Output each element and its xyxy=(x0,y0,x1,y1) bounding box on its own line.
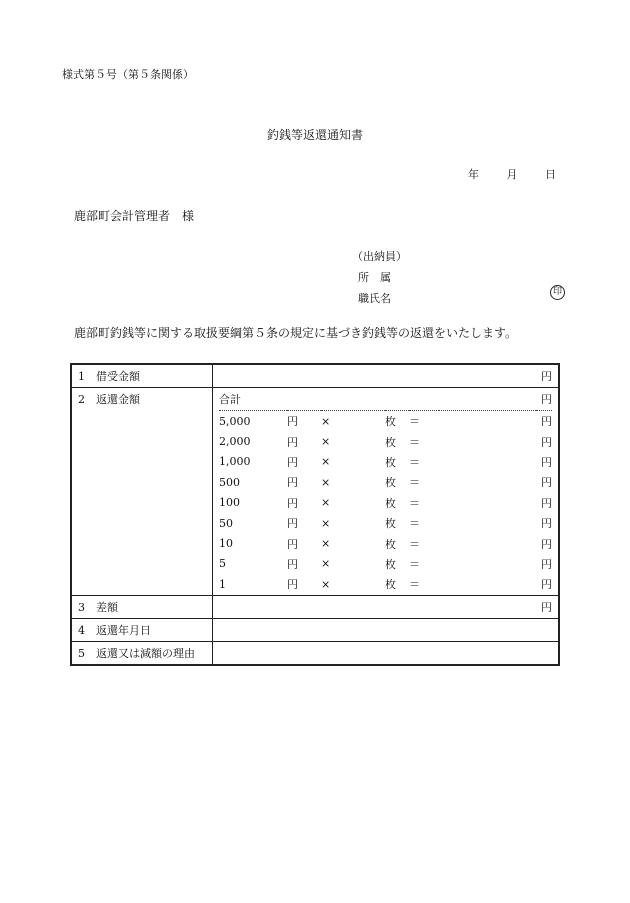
equals-sign: ＝ xyxy=(409,517,420,531)
subtotal-blank[interactable] xyxy=(439,431,536,451)
sender-block xyxy=(352,246,407,309)
times-sign: × xyxy=(321,455,331,469)
table-row xyxy=(71,364,559,388)
row-label: 2 返還金額 xyxy=(71,388,213,596)
table-row xyxy=(71,388,559,596)
date-line xyxy=(444,166,556,182)
row-label: 3 差額 xyxy=(71,595,213,618)
yen-unit: 円 xyxy=(287,517,298,531)
times-sign: × xyxy=(321,577,331,591)
times-sign: × xyxy=(321,435,331,449)
equals-sign: ＝ xyxy=(409,435,420,449)
denomination-value: 10 xyxy=(219,537,233,551)
denomination-value: 100 xyxy=(219,496,240,510)
row-label: 1 借受金額 xyxy=(71,364,213,388)
denomination-row xyxy=(219,513,552,533)
addressee: 鹿部町会計管理者 様 xyxy=(74,209,195,223)
table-row xyxy=(71,595,559,618)
row-label: 4 返還年月日 xyxy=(71,618,213,641)
yen-unit: 円 xyxy=(287,537,298,551)
yen-unit: 円 xyxy=(287,578,298,592)
times-sign: × xyxy=(321,516,331,530)
count-unit[interactable]: 枚 xyxy=(385,517,396,531)
month-label: 月 xyxy=(506,168,518,181)
subtotal-blank[interactable] xyxy=(439,513,536,533)
subtotal-yen-unit: 円 xyxy=(541,415,552,429)
times-sign: × xyxy=(321,475,331,489)
reason-cell[interactable] xyxy=(213,641,560,665)
borrowed-amount-cell[interactable]: 円 xyxy=(213,364,560,388)
subtotal-yen-unit: 円 xyxy=(541,557,552,571)
denomination-breakdown xyxy=(219,388,552,595)
denomination-row xyxy=(219,411,552,432)
count-unit[interactable]: 枚 xyxy=(385,455,396,469)
subtotal-yen-unit: 円 xyxy=(541,517,552,531)
denomination-value: 5,000 xyxy=(219,414,251,428)
subtotal-blank[interactable] xyxy=(439,493,536,513)
subtotal-blank[interactable] xyxy=(439,411,536,432)
denomination-row xyxy=(219,452,552,472)
yen-unit: 円 xyxy=(287,455,298,469)
document-title: 釣銭等返還通知書 xyxy=(266,128,363,142)
equals-sign: ＝ xyxy=(409,476,420,490)
times-sign: × xyxy=(321,414,331,428)
yen-unit: 円 xyxy=(287,435,298,449)
times-sign: × xyxy=(321,537,331,551)
denomination-row xyxy=(219,533,552,553)
denomination-value: 5 xyxy=(219,557,226,571)
seal-mark: 印 xyxy=(550,285,565,300)
denomination-row xyxy=(219,472,552,492)
subtotal-yen-unit: 円 xyxy=(541,537,552,551)
equals-sign: ＝ xyxy=(409,578,420,592)
times-sign: × xyxy=(321,496,331,510)
count-unit[interactable]: 枚 xyxy=(385,435,396,449)
table-row xyxy=(71,641,559,665)
year-label: 年 xyxy=(468,168,479,181)
denomination-value: 1,000 xyxy=(219,455,251,469)
denomination-value: 2,000 xyxy=(219,435,251,449)
return-amount-cell xyxy=(213,388,560,596)
subtotal-blank[interactable] xyxy=(439,574,536,594)
yen-unit: 円 xyxy=(287,415,298,429)
denomination-value: 50 xyxy=(219,516,233,530)
yen-unit: 円 xyxy=(287,557,298,571)
row-label: 5 返還又は減額の理由 xyxy=(71,641,213,665)
sender-name-label: 職氏名 xyxy=(358,292,391,305)
day-label: 日 xyxy=(545,168,556,181)
return-form-table xyxy=(70,363,560,666)
table-row xyxy=(71,618,559,641)
denomination-row xyxy=(219,554,552,574)
equals-sign: ＝ xyxy=(409,415,420,429)
total-row: 合計 円 xyxy=(219,388,552,411)
statement-text: 鹿部町釣銭等に関する取扱要綱第５条の規定に基づき釣銭等の返還をいたします。 xyxy=(74,326,518,340)
sender-department: 所 属 xyxy=(358,271,391,284)
equals-sign: ＝ xyxy=(409,455,420,469)
equals-sign: ＝ xyxy=(409,557,420,571)
denomination-row xyxy=(219,431,552,451)
equals-sign: ＝ xyxy=(409,537,420,551)
difference-cell[interactable]: 円 xyxy=(213,595,560,618)
count-unit[interactable]: 枚 xyxy=(385,557,396,571)
count-unit[interactable]: 枚 xyxy=(385,496,396,510)
denomination-row xyxy=(219,493,552,513)
subtotal-yen-unit: 円 xyxy=(541,578,552,592)
subtotal-yen-unit: 円 xyxy=(541,496,552,510)
return-date-cell[interactable] xyxy=(213,618,560,641)
equals-sign: ＝ xyxy=(409,496,420,510)
sender-role: （出納員） xyxy=(352,250,407,263)
subtotal-blank[interactable] xyxy=(439,554,536,574)
denomination-value: 1 xyxy=(219,577,226,591)
subtotal-yen-unit: 円 xyxy=(541,435,552,449)
count-unit[interactable]: 枚 xyxy=(385,415,396,429)
yen-unit: 円 xyxy=(287,476,298,490)
subtotal-yen-unit: 円 xyxy=(541,476,552,490)
denomination-row xyxy=(219,574,552,594)
subtotal-blank[interactable] xyxy=(439,452,536,472)
subtotal-yen-unit: 円 xyxy=(541,455,552,469)
count-unit[interactable]: 枚 xyxy=(385,578,396,592)
times-sign: × xyxy=(321,557,331,571)
yen-unit: 円 xyxy=(287,496,298,510)
count-unit[interactable]: 枚 xyxy=(385,476,396,490)
form-id: 様式第５号（第５条関係） xyxy=(62,68,194,81)
subtotal-blank[interactable] xyxy=(439,533,536,553)
count-unit[interactable]: 枚 xyxy=(385,537,396,551)
denomination-value: 500 xyxy=(219,475,240,489)
subtotal-blank[interactable] xyxy=(439,472,536,492)
